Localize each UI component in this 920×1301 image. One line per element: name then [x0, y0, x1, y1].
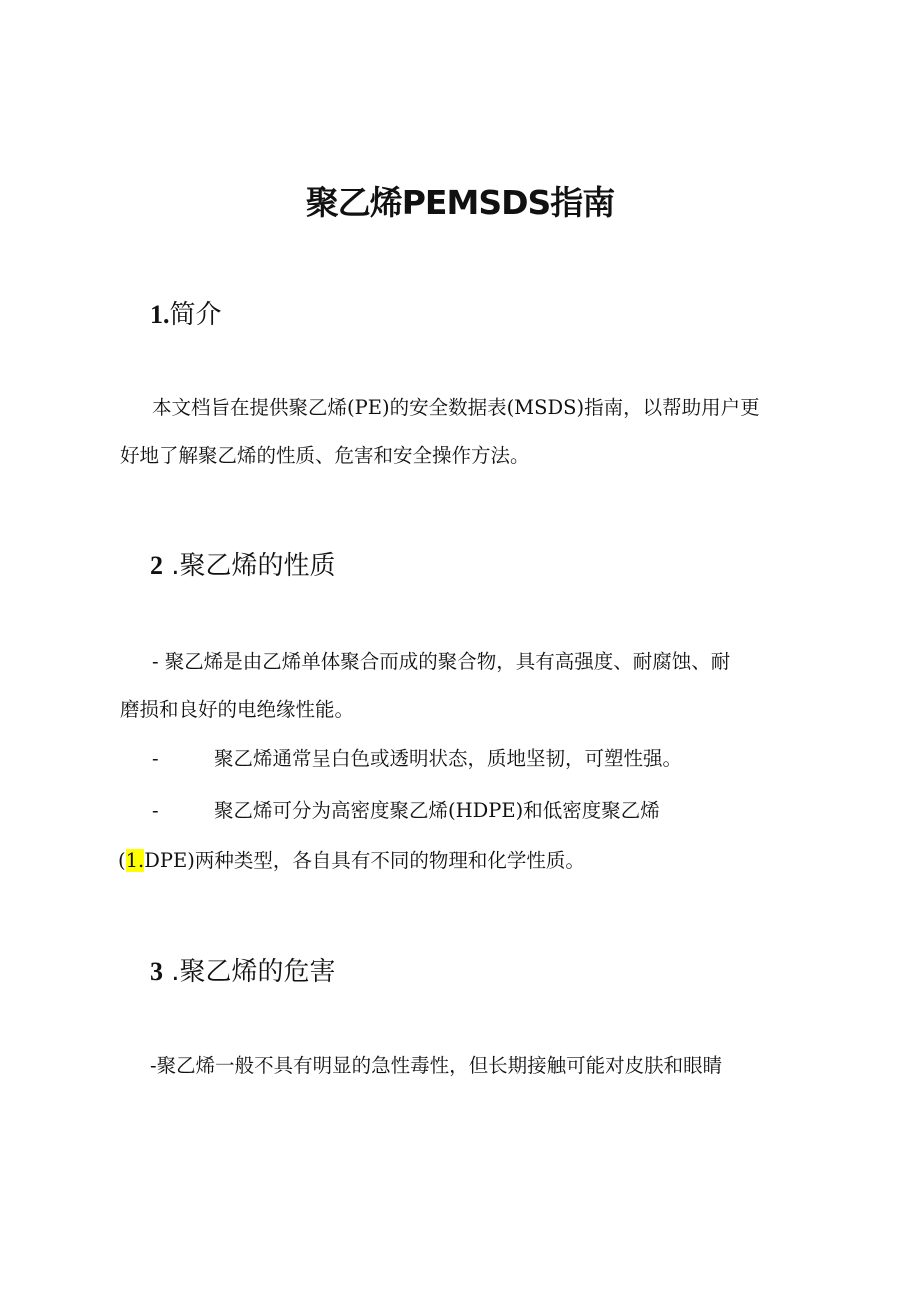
section-heading-properties [150, 546, 336, 586]
section-title: 简介 [169, 300, 222, 330]
section-title: .聚乙烯的危害 [163, 957, 336, 987]
hazards-bullet-1: -聚乙烯一般不具有明显的急性毒性，但长期接触可能对皮肤和眼睛 [150, 1054, 723, 1077]
section-number: 2 [150, 551, 163, 580]
section-number: 1. [150, 300, 170, 329]
paren-open: ( [118, 849, 126, 872]
document-title: 聚乙烯PEMSDS指南 [305, 183, 615, 222]
section-title: .聚乙烯的性质 [163, 551, 336, 581]
intro-paragraph-line-2: 好地了解聚乙烯的性质、危害和安全操作方法。 [120, 444, 530, 467]
properties-bullet-3-line-2 [118, 846, 585, 876]
intro-paragraph-line-1: 本文档旨在提供聚乙烯(PE)的安全数据表(MSDS)指南，以帮助用户更 [152, 396, 760, 419]
properties-bullet-1-line-2: 磨损和良好的电绝缘性能。 [120, 698, 355, 721]
highlighted-text: 1. [125, 849, 145, 872]
section-number: 3 [150, 957, 163, 986]
continuation-text: DPE)两种类型，各自具有不同的物理和化学性质。 [144, 849, 585, 872]
bullet-dash: - [152, 799, 159, 822]
bullet-text: 聚乙烯可分为高密度聚乙烯(HDPE)和低密度聚乙烯 [214, 799, 660, 822]
bullet-text: 聚乙烯通常呈白色或透明状态，质地坚韧，可塑性强。 [214, 747, 683, 770]
bullet-dash: - [152, 747, 159, 770]
properties-bullet-3-line-1 [152, 796, 660, 826]
section-heading-hazards [150, 952, 336, 992]
section-heading-introduction [150, 295, 222, 335]
properties-bullet-2 [152, 744, 682, 774]
properties-bullet-1-line-1: - 聚乙烯是由乙烯单体聚合而成的聚合物，具有高强度、耐腐蚀、耐 [152, 650, 731, 673]
